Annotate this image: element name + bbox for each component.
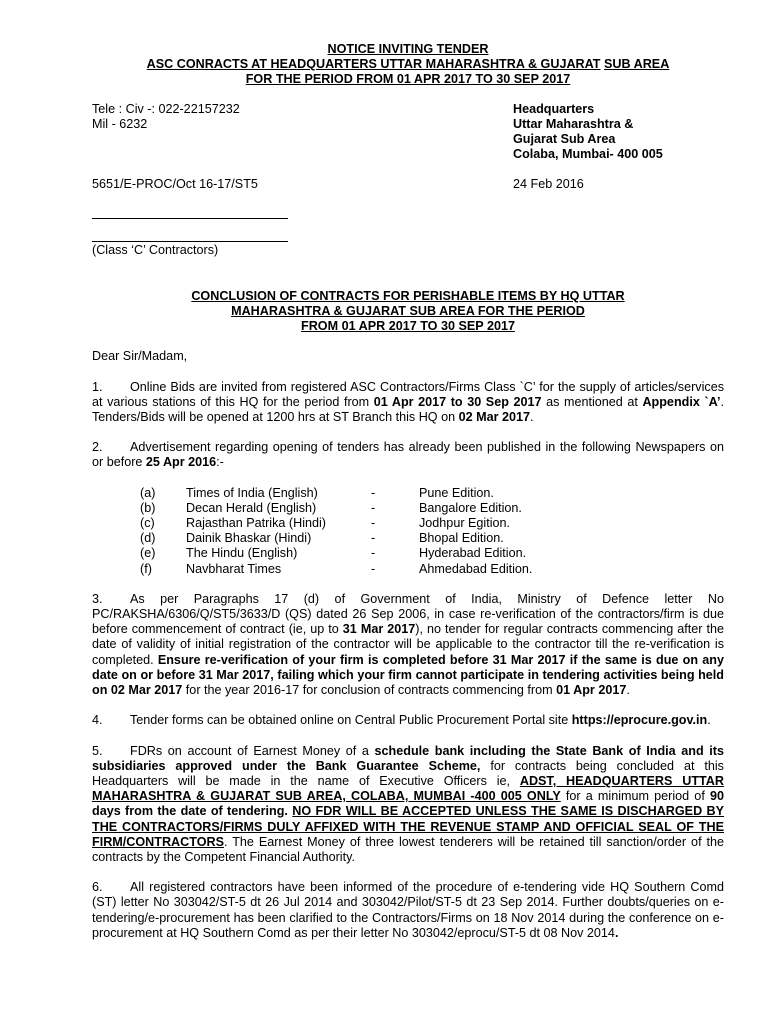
mil-number: Mil - 6232: [92, 116, 148, 131]
newspaper-row: (e) The Hindu (English) - Hyderabad Edition.: [140, 546, 527, 561]
newspaper-row: (f) Navbharat Times - Ahmedabad Edition.: [140, 561, 533, 576]
eprocure-link[interactable]: https://eprocure.gov.in: [571, 713, 708, 728]
paragraph-4: 4. Tender forms can be obtained online on Central Public Procurement Portal site https://eprocure.gov.in.: [92, 713, 711, 728]
salutation: Dear Sir/Madam,: [92, 349, 188, 364]
notice-period: FOR THE PERIOD FROM 01 APR 2017 TO 30 SEP 2017: [245, 72, 571, 87]
reference-number: 5651/E-PROC/Oct 16-17/ST5: [92, 177, 258, 192]
contact-block: [92, 102, 724, 163]
paragraph-6: 6. All registered contractors have been informed of the procedure of e-tendering vide HQ Southern Comd (ST) letter No 303042/ST-5 dt 26 Jul 2014 and 303042/Pilot/ST-5 dt 23 Sep 2014. Further doubts/queries on e-tendering/e-procurement has been clarified to the Contractors/Firms on 18 Nov 2014 during the conference on e-procurement at HQ Southern Comd as per their letter No 303042/eprocu/ST-5 dt 08 Nov 2014.: [92, 880, 724, 940]
paragraph-1: 1. Online Bids are invited from registered ASC Contractors/Firms Class `C’ for the supply of articles/services at various stations of this HQ for the period from 01 Apr 2017 to 30 Sep 2017 as mentioned at Appendix `A’. Tenders/Bids will be opened at 1200 hrs at ST Branch this HQ on 02 Mar 2017.: [92, 379, 725, 425]
letter-date: 24 Feb 2016: [513, 177, 584, 192]
addressee: (Class ‘C’ Contractors): [92, 242, 219, 257]
newspaper-row: (c) Rajasthan Patrika (Hindi) - Jodhpur Egition.: [140, 516, 511, 531]
reference-line: [92, 177, 724, 192]
subject-block: CONCLUSION OF CONTRACTS FOR PERISHABLE ITEMS BY HQ UTTAR MAHARASHTRA & GUJARAT SUB AREA FOR THE PERIOD FROM 01 APR 2017 TO 30 SEP 2017: [191, 288, 625, 334]
newspaper-row: (b) Decan Herald (English) - Bangalore Edition.: [140, 500, 522, 515]
newspaper-list: [140, 486, 532, 577]
newspaper-row: (d) Dainik Bhaskar (Hindi) - Bhopal Edition.: [140, 531, 504, 546]
notice-subtitle: ASC CONRACTS AT HEADQUARTERS UTTAR MAHARASHTRA & GUJARAT SUB AREA: [146, 57, 670, 72]
phone-info: [92, 102, 513, 163]
tender-notice-page: [92, 42, 724, 941]
hq-address: Headquarters Uttar Maharashtra & Gujarat Sub Area Colaba, Mumbai- 400 005: [513, 101, 663, 162]
notice-title: NOTICE INVITING TENDER: [327, 42, 489, 56]
paragraph-2: 2. Advertisement regarding opening of tenders has already been published in the following Newspapers on or before 25 Apr 2016:-: [92, 440, 724, 470]
tele-number: Tele : Civ -: 022-22157232: [92, 101, 240, 116]
paragraph-3: 3. As per Paragraphs 17 (d) of Government of India, Ministry of Defence letter No PC/RAKSHA/6306/Q/ST5/3633/D (QS) dated 26 Sep 2006, in case re-verification of the contractors/firm is due before commencement of contract (ie, up to 31 Mar 2017), no tender for regular contracts commencing after the date of validity of initial registration of the contractor will be applicable to the contractor till the re-verification is completed. Ensure re-verification of your firm is completed before 31 Mar 2017 if the same is due on any date on or before 31 Mar 2017, failing which your firm cannot participate in tendering activities being held on 02 Mar 2017 for the year 2016-17 for conclusion of contracts commencing from 01 Apr 2017.: [92, 591, 724, 698]
newspaper-row: (a) Times of India (English) - Pune Edition.: [140, 485, 494, 500]
address-line-1: [92, 218, 288, 219]
address-line-2: [92, 241, 288, 242]
paragraph-5: 5. FDRs on account of Earnest Money of a schedule bank including the State Bank of India and its subsidiaries approved under the Bank Guarantee Scheme, for contracts being concluded at this Headquarters will be made in the name of Executive Officers ie, ADST, HEADQUARTERS UTTAR MAHARASHTRA & GUJARAT SUB AREA, COLABA, MUMBAI -400 005 ONLY for a minimum period of 90 days from the date of tendering. NO FDR WILL BE ACCEPTED UNLESS THE SAME IS DISCHARGED BY THE CONTRACTORS/FIRMS DULY AFFIXED WITH THE REVENUE STAMP AND OFFICIAL SEAL OF THE FIRM/CONTRACTORS. The Earnest Money of three lowest tenderers will be retained till sanction/order of the contracts by the Competent Financial Authority.: [92, 743, 724, 864]
